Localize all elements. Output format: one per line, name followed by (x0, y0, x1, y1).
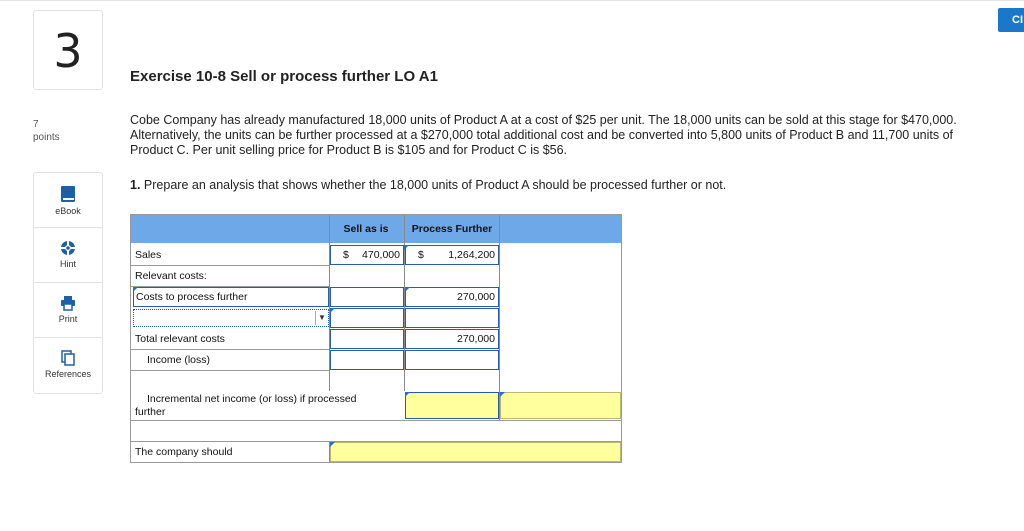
cell-marker (405, 287, 410, 292)
costs-process-sell-input[interactable] (330, 287, 404, 307)
row-label-sales: Sales (135, 249, 162, 261)
check-button[interactable]: CI (998, 8, 1024, 32)
part-number: 1. (130, 178, 141, 192)
row-label-costs-process: Costs to process further (136, 291, 248, 303)
print-icon (60, 295, 76, 311)
col-header-sell: Sell as is (343, 223, 389, 235)
points-label: points (33, 132, 60, 143)
tools-panel (33, 172, 103, 394)
print-button[interactable] (34, 283, 102, 338)
points-info (33, 118, 60, 144)
row-label-incremental-line2: further (135, 406, 166, 418)
cell-marker (500, 392, 505, 397)
part-instruction (130, 178, 726, 192)
grid-line (131, 370, 329, 371)
row-label-should: The company should (135, 446, 233, 458)
sales-process-value: 1,264,200 (448, 249, 495, 261)
cell-marker (330, 442, 335, 447)
exercise-title: Exercise 10-8 Sell or process further LO A1 (130, 68, 438, 85)
part-text: Prepare an analysis that shows whether the 18,000 units of Product A should be processed further or not. (143, 178, 727, 192)
ebook-label: eBook (55, 206, 81, 216)
cell-marker (133, 287, 138, 292)
total-costs-value: 270,000 (457, 333, 495, 345)
currency-symbol: $ (418, 249, 424, 261)
sales-process-cell[interactable] (405, 245, 499, 265)
costs-process-value: 270,000 (457, 291, 495, 303)
cost-item-select[interactable] (133, 309, 329, 327)
row-label-incremental-line1: Incremental net income (or loss) if processed (147, 393, 357, 405)
total-costs-sell-input[interactable] (330, 329, 404, 349)
cell-marker (404, 245, 409, 250)
references-icon (60, 350, 76, 366)
income-sell-input[interactable] (330, 350, 404, 370)
incremental-answer-select[interactable] (500, 392, 621, 419)
costs-process-process-cell[interactable] (405, 287, 499, 307)
dropdown-row-process-input[interactable] (405, 308, 499, 328)
references-label: References (44, 369, 92, 379)
grid-line (499, 215, 500, 420)
hint-button[interactable] (34, 228, 102, 283)
print-label: Print (58, 314, 78, 324)
incremental-value-input[interactable] (405, 392, 499, 419)
costs-process-label-cell[interactable] (133, 287, 329, 307)
company-should-select[interactable] (330, 442, 621, 462)
points-value: 7 (33, 119, 39, 130)
row-label-relevant-costs: Relevant costs: (135, 270, 207, 282)
chevron-down-icon[interactable]: ▼ (315, 311, 328, 325)
question-number: 3 (33, 10, 103, 90)
grid-line (131, 349, 329, 350)
analysis-worksheet (130, 214, 622, 463)
col-header-process: Process Further (411, 223, 493, 235)
dropdown-row-sell-input[interactable] (330, 308, 404, 328)
cell-marker (405, 392, 410, 397)
problem-text: Cobe Company has already manufactured 18,000 units of Product A at a cost of $25 per unit. The 18,000 units can be sold at this stage for $470,000. Alternatively, the units can be further processed at a $270,000 total additional cost and be converted into 5,800 units of Product B and 11,700 units of Product C. Per unit selling price for Product B is $105 and for Product C is $56. (130, 113, 957, 157)
row-label-total-costs: Total relevant costs (135, 333, 225, 345)
total-costs-process-cell[interactable] (405, 329, 499, 349)
income-process-input[interactable] (405, 350, 499, 370)
top-divider (0, 0, 1024, 1)
sales-sell-value: 470,000 (362, 249, 400, 261)
ebook-icon (60, 185, 76, 203)
hint-icon (60, 240, 76, 256)
row-label-income: Income (loss) (147, 354, 211, 366)
references-button[interactable] (34, 338, 102, 393)
currency-symbol: $ (343, 249, 349, 261)
hint-label: Hint (59, 259, 76, 269)
ebook-button[interactable] (34, 173, 102, 228)
cell-marker (330, 308, 335, 313)
grid-line (131, 265, 329, 266)
sales-sell-cell[interactable] (330, 245, 404, 265)
grid-line (131, 420, 621, 421)
